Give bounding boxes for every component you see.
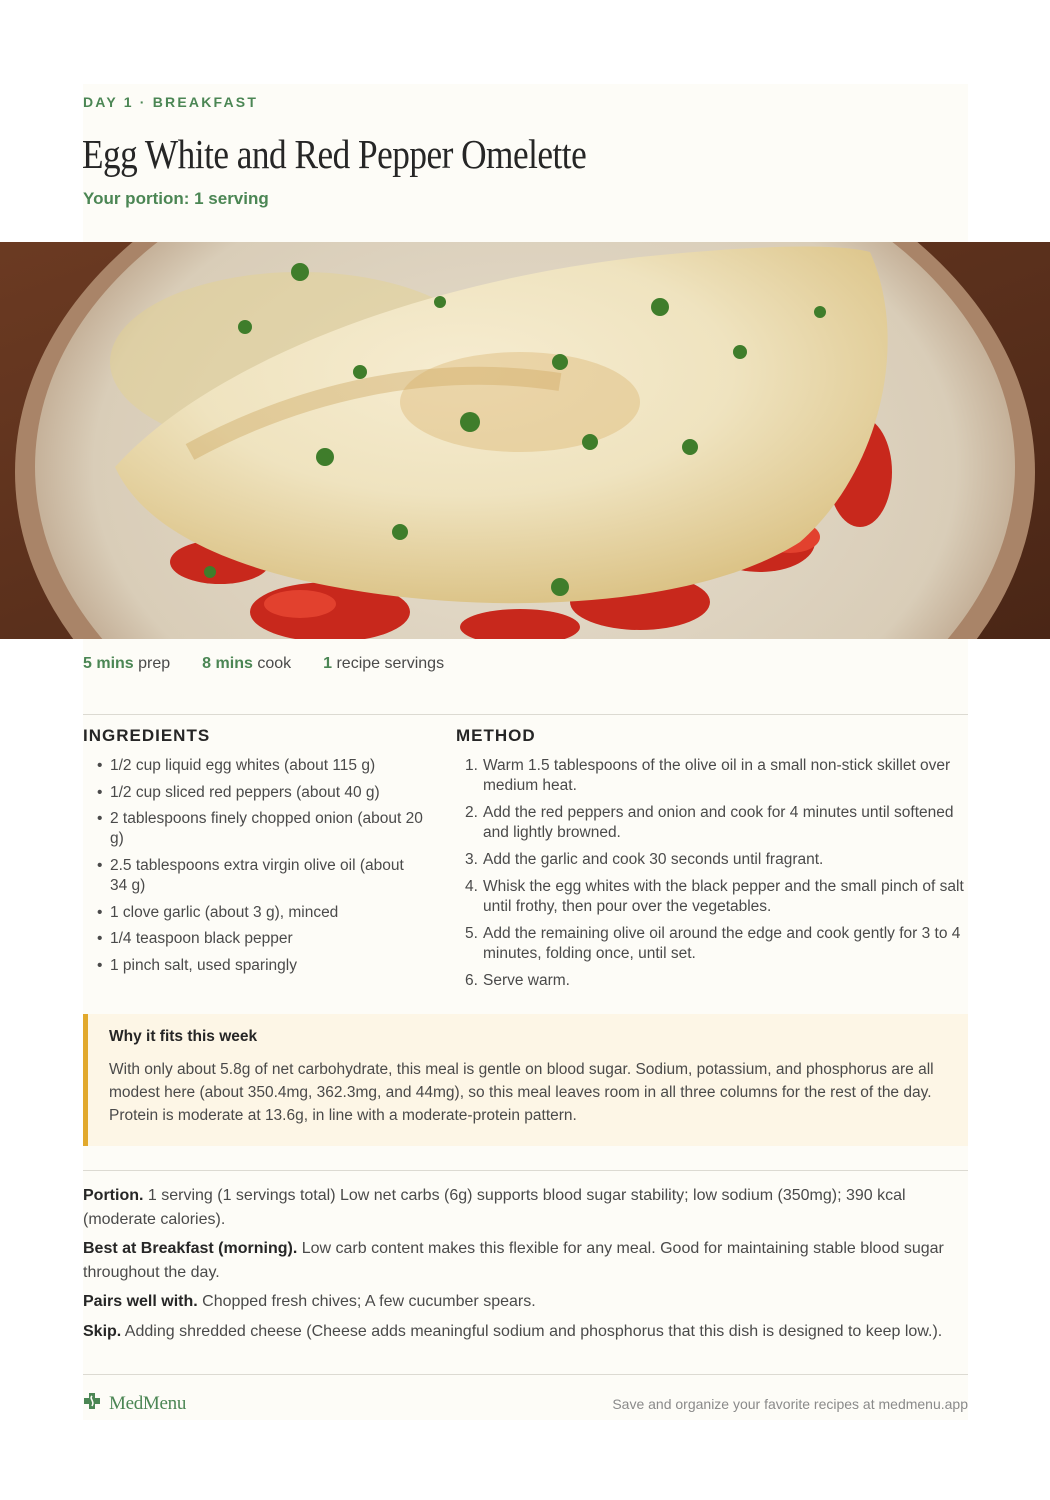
- servings-count: 1 recipe servings: [323, 655, 445, 672]
- callout-heading: Why it fits this week: [109, 1028, 258, 1045]
- recipe-stats: [83, 655, 476, 673]
- method-heading: METHOD: [456, 726, 536, 745]
- list-item: • 1 clove garlic (about 3 g), minced: [83, 903, 423, 923]
- method-step: 3. Add the garlic and cook 30 seconds until fragrant.: [465, 851, 824, 868]
- why-it-fits-callout: [83, 1014, 968, 1146]
- list-item: • 1/2 cup liquid egg whites (about 115 g): [83, 756, 423, 776]
- method-step: 6. Serve warm.: [465, 972, 570, 989]
- portion-note: Portion. 1 serving (1 servings total) Low net carbs (6g) supports blood sugar stability; low sodium (350mg); 390 kcal (moderate calories).: [83, 1187, 906, 1228]
- method-list: [456, 756, 968, 998]
- divider: [83, 714, 968, 715]
- medical-cross-icon: [83, 1392, 101, 1415]
- brand-name: MedMenu: [109, 1392, 187, 1414]
- recipe-title: Egg White and Red Pepper Omelette: [82, 131, 587, 177]
- method-step: 5. Add the remaining olive oil around the edge and cook gently for 3 to 4 minutes, folding once, until set.: [465, 925, 961, 962]
- list-item: • 2 tablespoons finely chopped onion (about 20 g): [83, 809, 423, 849]
- method-step: 4. Whisk the egg whites with the black pepper and the small pinch of salt until frothy, then pour over the vegetables.: [465, 878, 964, 915]
- brand: [83, 1392, 186, 1415]
- list-item: • 1 pinch salt, used sparingly: [83, 956, 423, 976]
- portion-label: Your portion: 1 serving: [83, 189, 269, 208]
- ingredients-list: [83, 756, 423, 983]
- skip-note: Skip. Adding shredded cheese (Cheese adds meaningful sodium and phosphorus that this dish is designed to keep low.).: [83, 1322, 943, 1340]
- ingredients-heading: INGREDIENTS: [83, 726, 211, 745]
- recipe-photo: [0, 242, 1050, 639]
- list-item: • 2.5 tablespoons extra virgin olive oil (about 34 g): [83, 856, 423, 896]
- divider: [83, 1170, 968, 1171]
- method-step: 1. Warm 1.5 tablespoons of the olive oil in a small non-stick skillet over medium heat.: [465, 757, 951, 794]
- list-item: • 1/4 teaspoon black pepper: [83, 929, 423, 949]
- footer-note: Save and organize your favorite recipes at medmenu.app: [612, 1396, 968, 1412]
- method-step: 2. Add the red peppers and onion and cook for 4 minutes until softened and lightly browned.: [465, 804, 954, 841]
- meal-kicker: DAY 1 · BREAKFAST: [83, 94, 259, 110]
- pairs-note: Pairs well with. Chopped fresh chives; A few cucumber spears.: [83, 1293, 536, 1310]
- prep-time: 5 mins prep: [83, 655, 171, 672]
- recipe-notes: [83, 1184, 968, 1349]
- best-time-note: Best at Breakfast (morning). Low carb content makes this flexible for any meal. Good for maintaining stable blood sugar throughout the day.: [83, 1240, 944, 1281]
- list-item: • 1/2 cup sliced red peppers (about 40 g): [83, 783, 423, 803]
- cook-time: 8 mins cook: [202, 655, 292, 672]
- divider: [83, 1374, 968, 1375]
- callout-body: With only about 5.8g of net carbohydrate, this meal is gentle on blood sugar. Sodium, potassium, and phosphorus are all modest here (about 350.4mg, 362.3mg, and 44mg), so this meal leaves room in all three columns for the rest of the day. Protein is moderate at 13.6g, in line with a moderate-protein pattern.: [109, 1061, 934, 1124]
